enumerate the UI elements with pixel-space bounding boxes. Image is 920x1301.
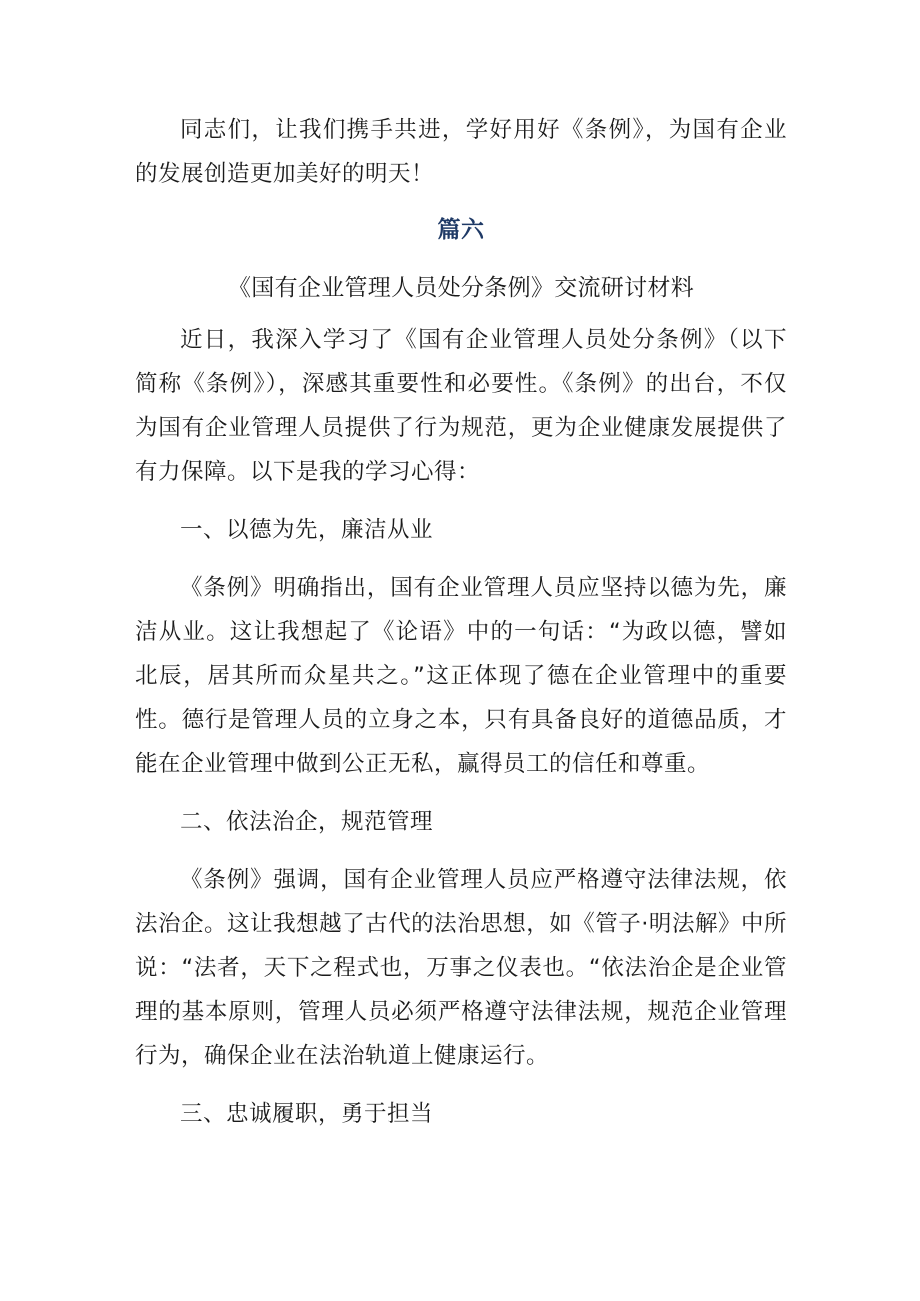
intro-paragraph: 近日，我深入学习了《国有企业管理人员处分条例》（以下简称《条例》），深感其重要性和必要性。《条例》的出台，不仅为国有企业管理人员提供了行为规范，更为企业健康发展提供了有力保障。以下是我的学习心得： (135, 327, 787, 485)
section-heading-1: 一、以德为先，廉洁从业 (180, 517, 434, 543)
closing-paragraph: 同志们，让我们携手共进，学好用好《条例》，为国有企业的发展创造更加美好的明天！ (135, 117, 787, 187)
section-label: 篇六 (437, 217, 485, 243)
section-heading-2: 二、依法治企，规范管理 (180, 809, 434, 835)
section-heading-3: 三、忠诚履职，勇于担当 (180, 1101, 434, 1127)
document-title: 《国有企业管理人员处分条例》交流研讨材料 (228, 275, 694, 301)
body-paragraph-1: 《条例》明确指出，国有企业管理人员应坚持以德为先，廉洁从业。这让我想起了《论语》中的一句话：“为政以德，譬如北辰，居其所而众星共之。”这正体现了德在企业管理中的重要性。德行是管理人员的立身之本，只有具备良好的道德品质，才能在企业管理中做到公正无私，赢得员工的信任和尊重。 (135, 575, 787, 777)
body-paragraph-2: 《条例》强调，国有企业管理人员应严格遵守法律法规，依法治企。这让我想越了古代的法治思想，如《管子·明法解》中所说：“法者，天下之程式也，万事之仪表也。“依法治企是企业管理的基本原则，管理人员必须严格遵守法律法规，规范企业管理行为，确保企业在法治轨道上健康运行。 (135, 867, 787, 1069)
document-body (135, 108, 787, 1136)
